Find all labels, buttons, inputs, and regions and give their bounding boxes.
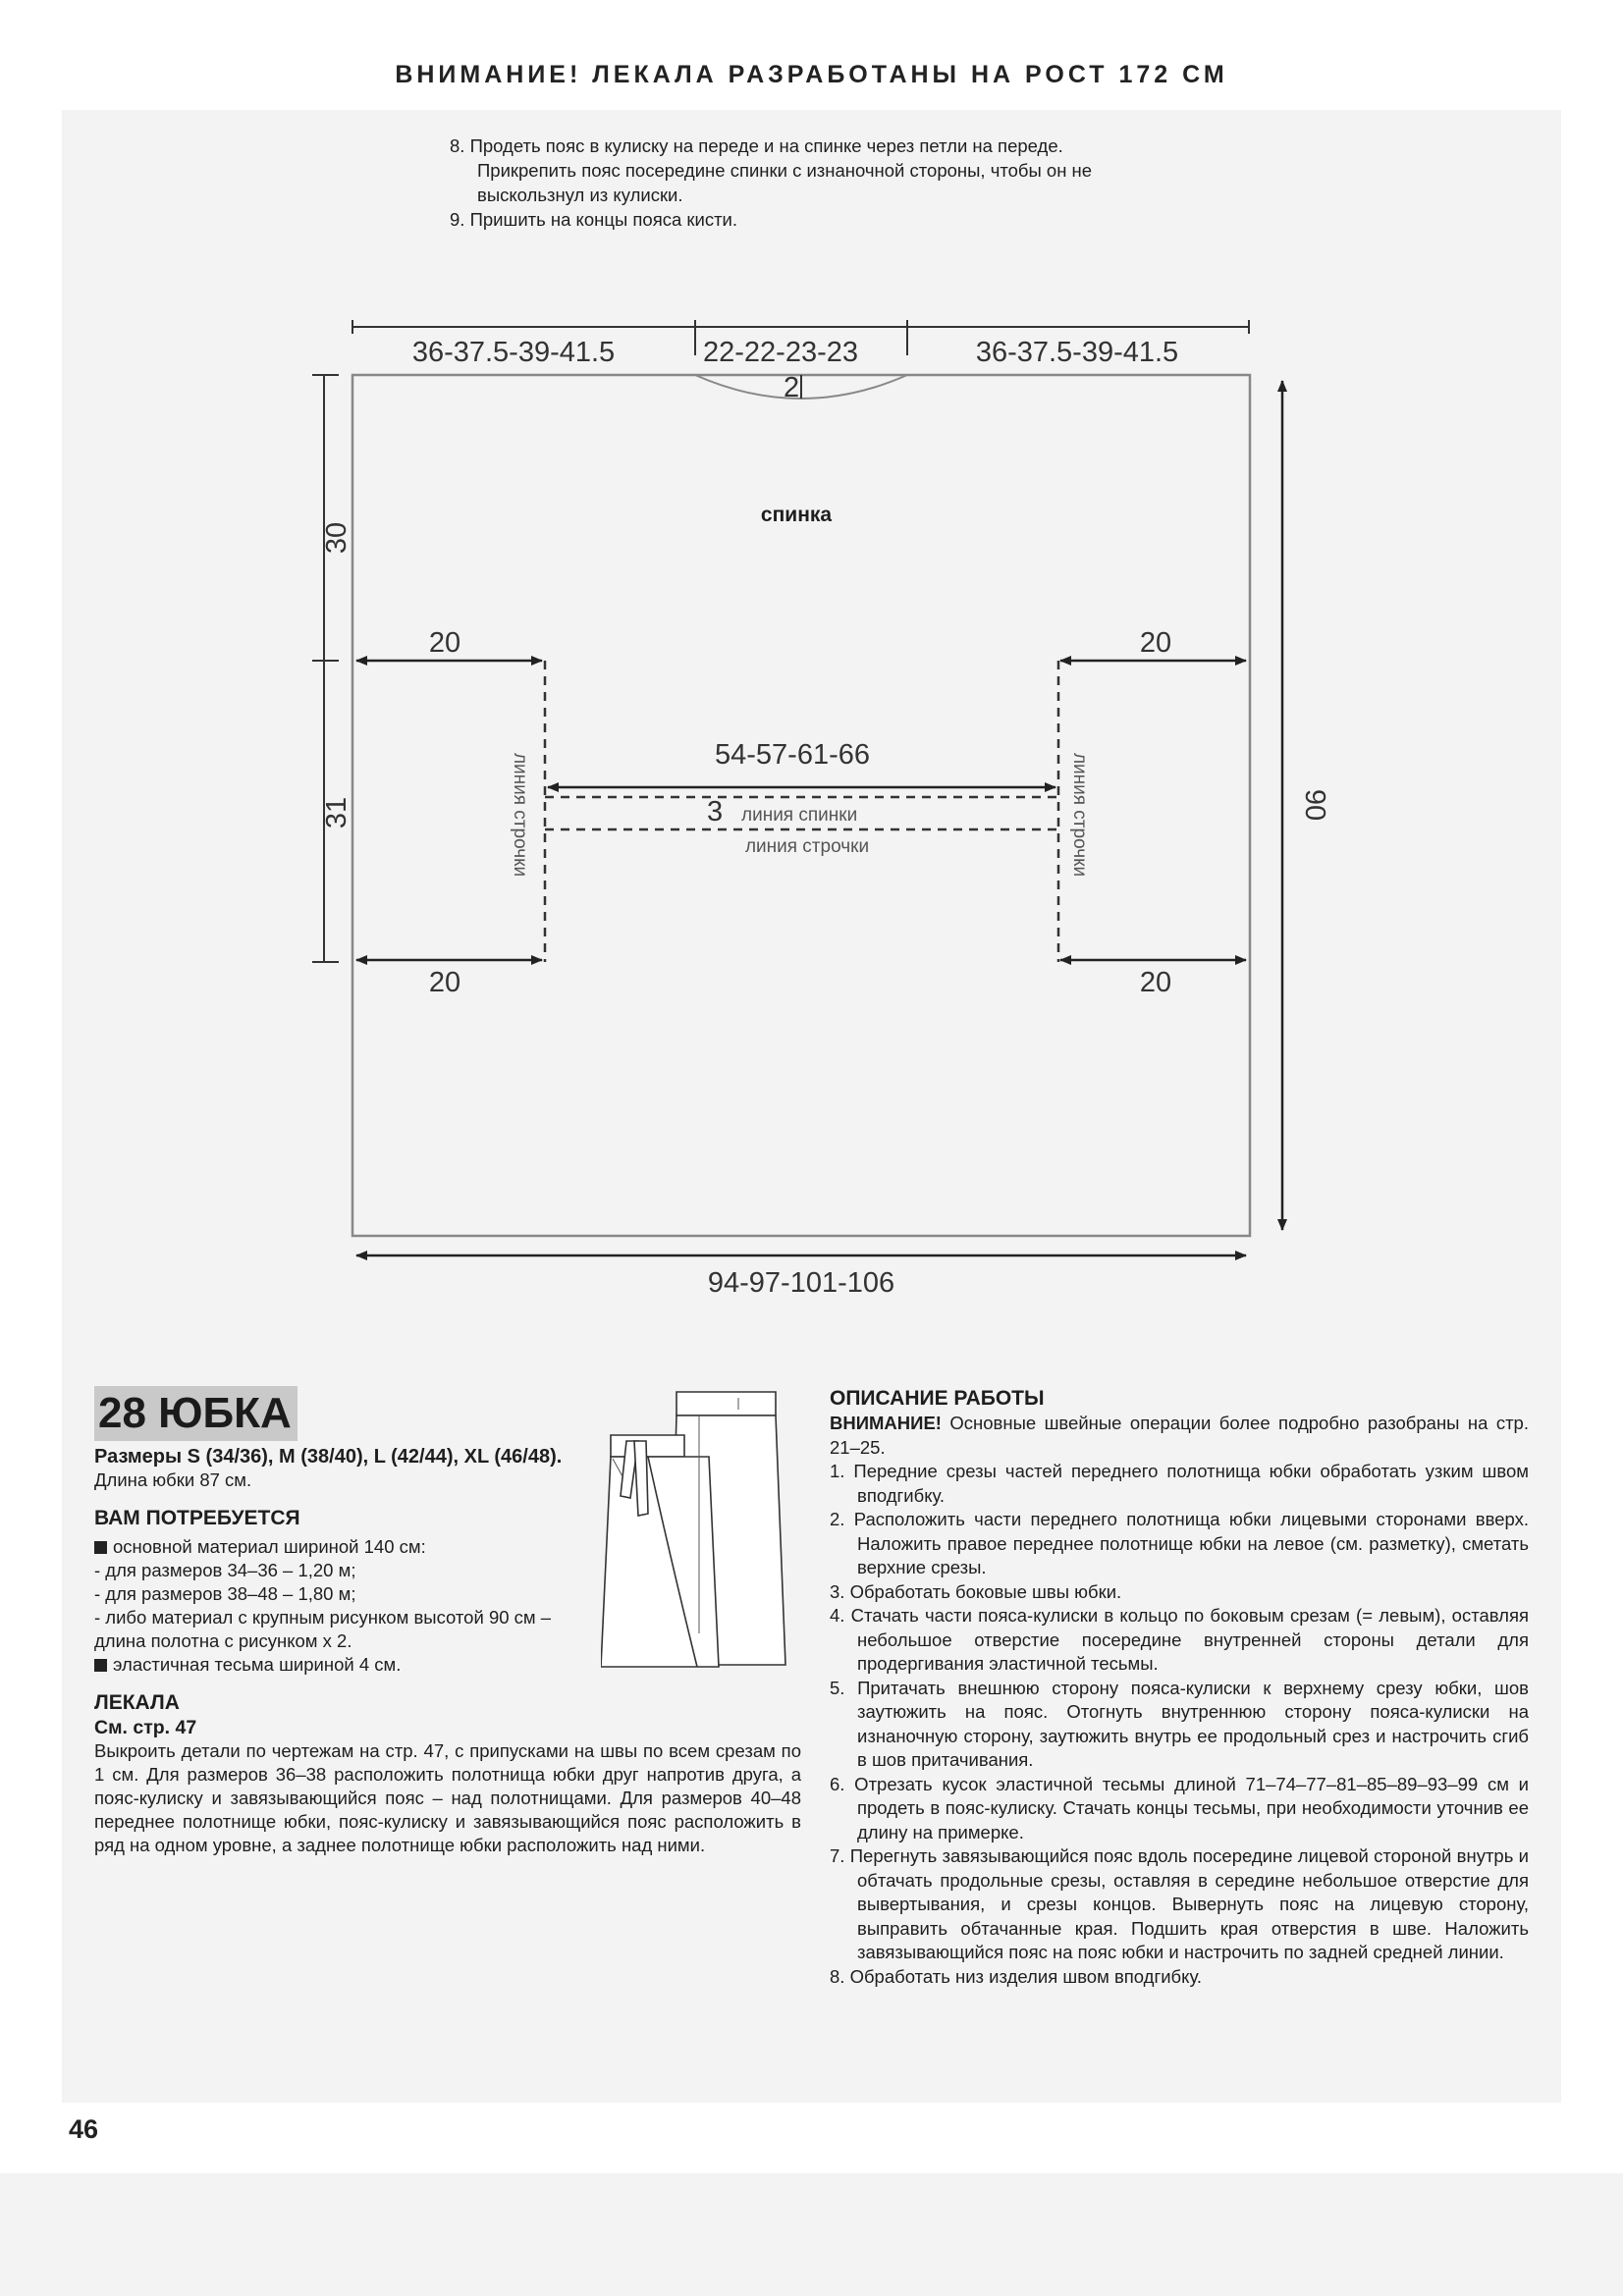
work-step: 3. Обработать боковые швы юбки. [830,1580,1122,1602]
arrow-br-measure: 20 [1139,967,1172,998]
arrow-bl-measure: 20 [428,967,461,998]
bottom-width-measure: 94-97-101-106 [707,1267,895,1299]
requirement-item: эластичная тесьма шириной 4 см. [94,1653,585,1677]
work-heading: ОПИСАНИЕ РАБОТЫ [830,1387,1045,1410]
work-step: 2. Расположить части переднего полотнища юбки лицевыми сторонами вверх. Наложить правое переднее полотнище юбки на левое (см. разметку), сметать верхние срезы. [830,1509,1529,1577]
stitch-line-right-label: линия строчки [1069,752,1090,878]
bottom-band [0,2173,1623,2296]
page-number: 46 [69,2114,99,2144]
work-steps-list [830,1460,1529,1989]
stitch-line-label: линия строчки [744,836,870,857]
requirements-list [94,1535,585,1677]
gap-measure: 3 [707,796,724,828]
center-width-measure: 54-57-61-66 [715,739,870,771]
arrow-tl-measure: 20 [428,627,461,659]
work-step: 5. Притачать внешнюю сторону пояса-кулиски к верхнему срезу юбки, шов заутюжить на пояс. Отогнуть внутреннюю сторону пояса-кулиски на изнаночную сторону, заутюжить внутрь ее продольный срез и настрочить сгиб в шов притачивания. [830,1677,1529,1770]
patterns-text: Выкроить детали по чертежам на стр. 47, с припусками на швы по всем срезам по 1 см. Для размеров 36–38 расположить полотнища юбки друг напротив друга, а пояс-кулиску и завязывающийся пояс – над полотнищами. Для размеров 40–48 переднее полотнище юбки, пояс-кулиску и завязывающийся пояс расположить в ряд на одном уровне, а заднее полотнище юбки расположить над ними. [94,1740,801,1855]
requirement-item: - для размеров 38–48 – 1,80 м; [94,1583,356,1604]
skirt-title: 28 ЮБКА [94,1386,298,1441]
square-bullet-icon [94,1659,107,1672]
skirt-illustration [601,1388,797,1673]
patterns-heading: ЛЕКАЛА [94,1691,180,1714]
arrow-tr-measure: 20 [1139,627,1172,659]
left-upper-measure: 30 [321,521,352,555]
work-step: 1. Передние срезы частей переднего полотнища юбки обработать узким швом вподгибку. [830,1461,1529,1506]
top-mid-measure: 22-22-23-23 [703,337,858,368]
page-header: ВНИМАНИЕ! ЛЕКАЛА РАЗРАБОТАНЫ НА РОСТ 172 СМ [395,61,1228,88]
top-right-measure: 36-37.5-39-41.5 [975,337,1179,368]
back-line-label: линия спинки [741,805,858,826]
patterns-page-ref: См. стр. 47 [94,1717,197,1738]
square-bullet-icon [94,1541,107,1554]
work-step: 4. Стачать части пояса-кулиски в кольцо по боковым срезам (= левым), оставляя небольшое отверстие посередине внутренней стороны детали для продергивания эластичной тесьмы. [830,1605,1529,1674]
warning-text: Основные швейные операции более подробно разобраны на стр. 21–25. [830,1413,1529,1458]
piece-name: спинка [760,504,833,526]
top-step-8: 8. Продеть пояс в кулиску на переде и на спинке через петли на переде. Прикрепить пояс посередине спинки с изнаночной стороны, чтобы он не выскользнул из кулиски. [450,135,1093,205]
requirement-item: основной материал шириной 140 см: [94,1535,585,1559]
left-lower-measure: 31 [321,796,352,829]
work-warning [830,1412,1529,1460]
skirt-sizes: Размеры S (34/36), M (38/40), L (42/44), XL (46/48). [94,1446,563,1468]
stitch-line-left-label: линия строчки [510,752,530,878]
work-description-section [830,1386,1529,1989]
requirement-item: - либо материал с крупным рисунком высотой 90 см – длина полотна с рисунком x 2. [94,1607,552,1651]
requirements-heading: ВАМ ПОТРЕБУЕТСЯ [94,1507,300,1529]
total-height-measure: 90 [1299,788,1330,822]
work-step: 7. Перегнуть завязывающийся пояс вдоль посередине лицевой стороной внутрь и обтачать продольные срезы, оставляя в середине небольшое отверстие для вывертывания, и срезы концов. Вывернуть пояс на лицевую сторону, выправить обтачанные края. Подшить края отверстия в шве. Наложить завязывающийся пояс на пояс юбки и настрочить по задней средней линии. [830,1845,1529,1962]
skirt-length: Длина юбки 87 см. [94,1469,252,1490]
work-step: 6. Отрезать кусок эластичной тесьмы длиной 71–74–77–81–85–89–93–99 см и продеть в пояс-кулиску. Стачать концы тесьмы, при необходимости уточнив ее длину на примерке. [830,1773,1529,1842]
top-step-9: 9. Пришить на концы пояса кисти. [450,209,738,230]
work-step: 8. Обработать низ изделия швом вподгибку. [830,1965,1202,1987]
requirement-item: - для размеров 34–36 – 1,20 м; [94,1560,356,1580]
warning-label: ВНИМАНИЕ! [830,1413,942,1433]
neck-depth-measure: 2 [784,372,800,403]
top-left-measure: 36-37.5-39-41.5 [411,337,616,368]
